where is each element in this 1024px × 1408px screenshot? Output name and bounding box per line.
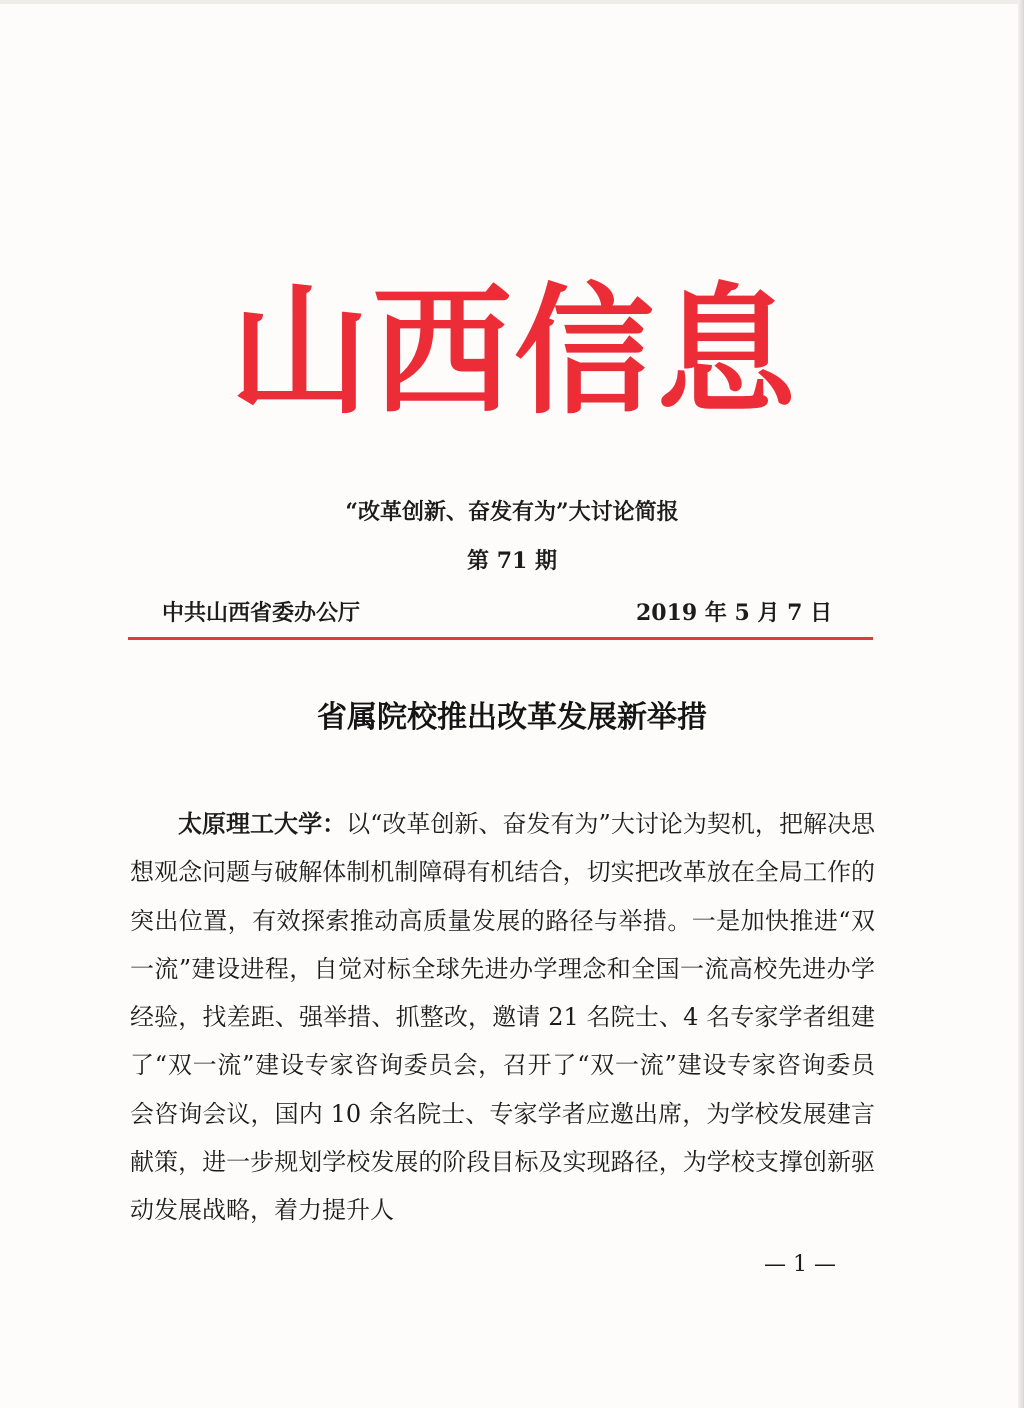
lead-organization: 太原理工大学：: [178, 810, 347, 838]
issue-date: 2019 年 5 月 7 日: [636, 600, 833, 626]
masthead-title: 山西信息: [230, 271, 799, 434]
bulletin-subtitle: “改革创新、奋发有为”大讨论简报: [345, 499, 679, 525]
issuing-office: 中共山西省委办公厅: [162, 600, 361, 626]
page-number: — 1 —: [764, 1252, 836, 1277]
article-text: 以“改革创新、奋发有为”大讨论为契机，把解决思想观念问题与破解体制机制障碍有机结合，切实把改革放在全局工作的突出位置，有效探索推动高质量发展的路径与举措。一是加快推进“双一流”建设进程，自觉对标全球先进办学理念和全国一流高校先进办学经验，找差距、强举措、抓整改，邀请 21 名院士、4 名专家学者组建了“双一流”建设专家咨询委员会，召开了“双一流”建设专家咨询委员会咨询会议，国内 10 余名院士、专家学者应邀出席，为学校发展建言献策，进一步规划学校发展的阶段目标及实现路径，为学校支撑创新驱动发展战略，着力提升人: [130, 810, 875, 1225]
article-headline: 省属院校推出改革发展新举措: [317, 700, 707, 735]
paper-edge-top: [0, 0, 1024, 4]
article-body: [130, 800, 875, 1235]
issue-number: 第 71 期: [467, 548, 557, 574]
red-divider: [128, 637, 873, 640]
